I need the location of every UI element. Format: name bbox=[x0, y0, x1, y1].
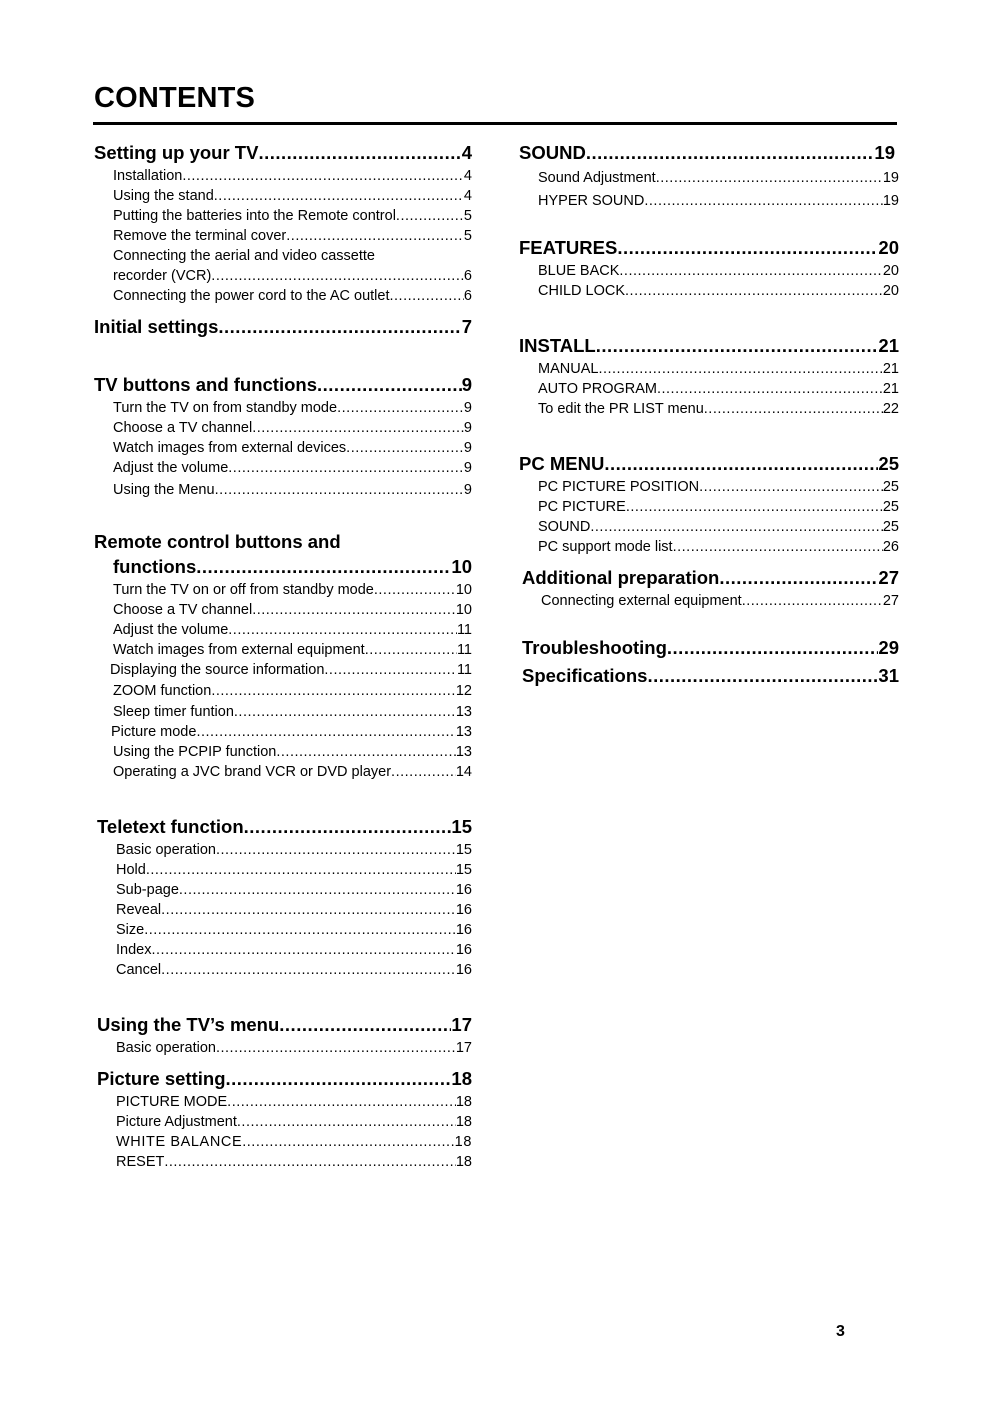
toc-item[interactable]: Sound Adjustment ..... 19 bbox=[519, 168, 899, 188]
toc-item[interactable]: Connecting the power cord to the AC outlet ..... 6 bbox=[94, 286, 472, 306]
toc-item[interactable]: Watch images from external equipment ..... 11 bbox=[94, 640, 472, 660]
toc-item[interactable]: WHITE BALANCE ..... 18 bbox=[97, 1132, 472, 1152]
toc-section-additional-preparation[interactable]: Additional preparation ..... 27 bbox=[519, 565, 899, 591]
toc-item[interactable]: Index ..... 16 bbox=[97, 940, 472, 960]
toc-item[interactable]: To edit the PR LIST menu ..... 22 bbox=[519, 399, 899, 419]
toc-section-specifications[interactable]: Specifications ..... 31 bbox=[519, 663, 899, 689]
page-title: CONTENTS bbox=[94, 82, 256, 114]
toc-item[interactable]: Sleep timer funtion ..... 13 bbox=[94, 702, 472, 722]
toc-item[interactable]: PC PICTURE POSITION ..... 25 bbox=[519, 477, 899, 497]
toc-item[interactable]: Adjust the volume ..... 9 bbox=[94, 458, 472, 478]
toc-item[interactable]: Choose a TV channel ..... 9 bbox=[94, 418, 472, 438]
toc-item[interactable]: Choose a TV channel ..... 10 bbox=[94, 600, 472, 620]
toc-item[interactable]: SOUND ..... 25 bbox=[519, 517, 899, 537]
toc-item[interactable]: Turn the TV on or off from standby mode ..... 10 bbox=[94, 580, 472, 600]
toc-item[interactable]: Displaying the source information ..... 11 bbox=[94, 660, 472, 680]
remote-items bbox=[94, 580, 472, 782]
toc-item[interactable]: MANUAL ..... 21 bbox=[519, 359, 899, 379]
toc-item[interactable]: ZOOM function ..... 12 bbox=[94, 681, 472, 701]
page-number: 3 bbox=[836, 1323, 845, 1340]
toc-right-column bbox=[519, 138, 899, 689]
toc-item[interactable]: Putting the batteries into the Remote control ..... 5 bbox=[94, 206, 472, 226]
toc-item[interactable]: RESET ..... 18 bbox=[97, 1152, 472, 1172]
toc-section-pc-menu[interactable]: PC MENU ..... 25 bbox=[519, 451, 899, 477]
toc-section-tv-menu[interactable]: Using the TV’s menu ..... 17 bbox=[97, 1012, 472, 1038]
toc-section-initial-settings[interactable]: Initial settings ..... 7 bbox=[94, 314, 472, 340]
toc-section-features[interactable]: FEATURES ..... 20 bbox=[519, 235, 899, 261]
toc-item[interactable]: Remove the terminal cover ..... 5 bbox=[94, 226, 472, 246]
toc-item[interactable]: Installation ..... 4 bbox=[94, 166, 472, 186]
toc-section-install[interactable]: INSTALL ..... 21 bbox=[519, 333, 899, 359]
toc-item[interactable]: Picture Adjustment ..... 18 bbox=[97, 1112, 472, 1132]
toc-section-teletext[interactable]: Teletext function ..... 15 bbox=[97, 814, 472, 840]
toc-section-setting-up[interactable]: Setting up your TV ..... 4 bbox=[94, 140, 472, 166]
toc-item-continued[interactable]: Connecting the aerial and video cassette bbox=[113, 248, 375, 264]
toc-item[interactable]: Cancel ..... 16 bbox=[97, 960, 472, 980]
toc-item[interactable]: Using the stand ..... 4 bbox=[94, 186, 472, 206]
toc-section-troubleshooting[interactable]: Troubleshooting ..... 29 bbox=[519, 635, 899, 661]
toc-section-sound[interactable]: SOUND ..... 19 bbox=[519, 140, 895, 166]
toc-item[interactable]: Using the Menu ..... 9 bbox=[94, 480, 472, 500]
toc-item[interactable]: Basic operation ..... 17 bbox=[97, 1038, 472, 1058]
toc-item[interactable]: Picture mode ..... 13 bbox=[94, 722, 472, 742]
toc-item[interactable]: Watch images from external devices ..... 9 bbox=[94, 438, 472, 458]
toc-item[interactable]: Sub-page ..... 16 bbox=[97, 880, 472, 900]
toc-item[interactable]: PICTURE MODE ..... 18 bbox=[97, 1092, 472, 1112]
toc-left-column bbox=[94, 138, 472, 1172]
toc-item[interactable]: Adjust the volume ..... 11 bbox=[94, 620, 472, 640]
title-divider bbox=[93, 122, 897, 125]
toc-item[interactable]: HYPER SOUND ..... 19 bbox=[519, 191, 899, 211]
toc-item[interactable]: recorder (VCR) ..... 6 bbox=[94, 266, 472, 286]
toc-item[interactable]: Size ..... 16 bbox=[97, 920, 472, 940]
setup-items bbox=[94, 166, 472, 306]
toc-item[interactable]: Turn the TV on from standby mode ..... 9 bbox=[94, 398, 472, 418]
toc-section-remote-title[interactable]: Remote control buttons and bbox=[94, 531, 341, 552]
toc-item[interactable]: Using the PCPIP function ..... 13 bbox=[94, 742, 472, 762]
toc-section-tv-buttons[interactable]: TV buttons and functions ..... 9 bbox=[94, 372, 472, 398]
toc-item[interactable]: Hold ..... 15 bbox=[97, 860, 472, 880]
tv-buttons-items bbox=[94, 398, 472, 500]
toc-item[interactable]: Operating a JVC brand VCR or DVD player ..... 14 bbox=[94, 762, 472, 782]
toc-section-picture-setting[interactable]: Picture setting ..... 18 bbox=[97, 1066, 472, 1092]
teletext-block bbox=[94, 814, 472, 1172]
toc-item[interactable]: PC support mode list ..... 26 bbox=[519, 537, 899, 557]
toc-item[interactable]: Reveal ..... 16 bbox=[97, 900, 472, 920]
toc-section-remote[interactable]: functions ..... 10 bbox=[94, 554, 472, 580]
toc-item[interactable]: CHILD LOCK ..... 20 bbox=[519, 281, 899, 301]
toc-item[interactable]: PC PICTURE ..... 25 bbox=[519, 497, 899, 517]
toc-item[interactable]: Basic operation ..... 15 bbox=[97, 840, 472, 860]
toc-item[interactable]: AUTO PROGRAM ..... 21 bbox=[519, 379, 899, 399]
toc-item[interactable]: BLUE BACK ..... 20 bbox=[519, 261, 899, 281]
toc-item[interactable]: Connecting external equipment ..... 27 bbox=[519, 591, 899, 611]
